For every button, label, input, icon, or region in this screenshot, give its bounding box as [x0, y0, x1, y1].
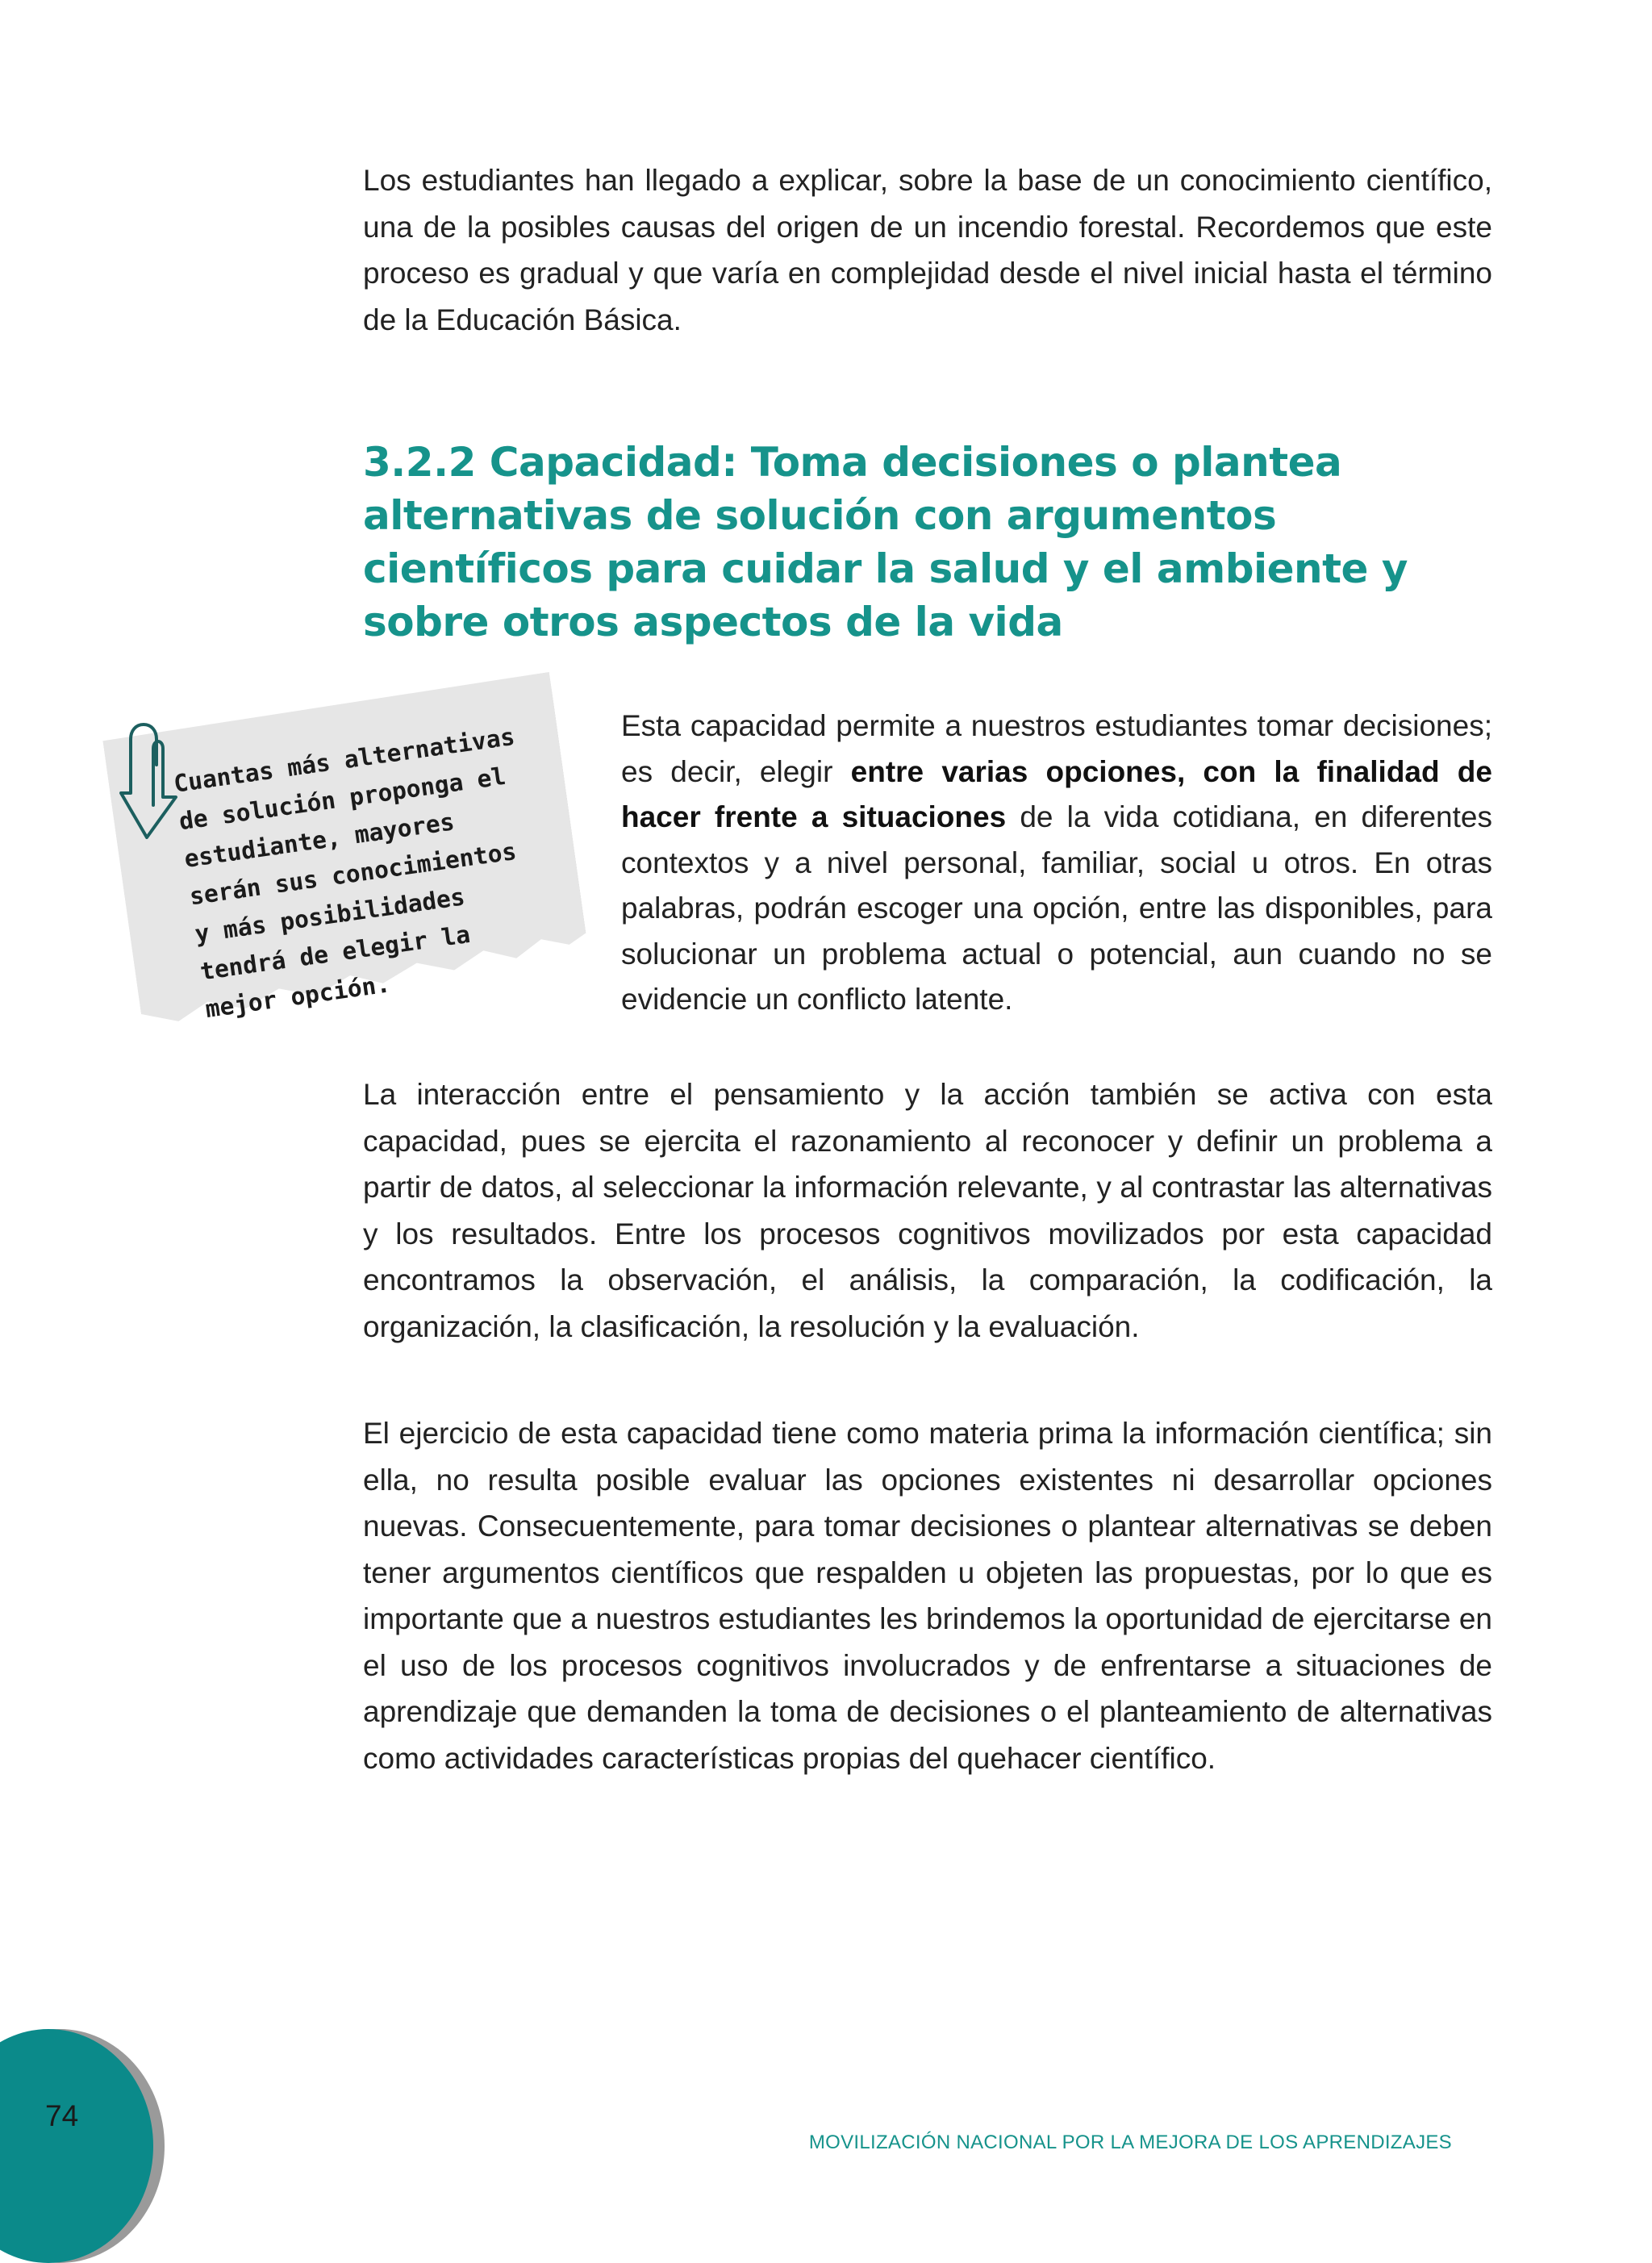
intro-paragraph: Los estudiantes han llegado a explicar, sobre la base de un conocimiento científico, una de la posibles causas del origen de un incendio forestal. Recordemos que este proceso es gradual y que varía en complejidad desde el nivel inicial hasta el término de la Educación Básica.	[363, 164, 1492, 336]
paperclip-icon	[119, 716, 208, 854]
capacity-paragraph-part2: de la vida cotidiana, en diferentes contextos y a nivel personal, familiar, social u otros. En otras palabras, podrán escoger una opción, entre las disponibles, para solucionar un problema actual o potencial, aun cuando no se evidencie un conflicto latente.	[621, 800, 1492, 1016]
exercise-paragraph: El ejercicio de esta capacidad tiene como materia prima la información científica; sin ella, no resulta posible evaluar las opciones existentes ni desarrollar opciones nuevas. Consecuentemente, para tomar decisiones o plantear alternativas se deben tener argumentos científicos que respalden u objeten las propuestas, por lo que es importante que a nuestros estudiantes les brindemos la oportunidad de ejercitarse en el uso de los procesos cognitivos involucrados y de enfrentarse a situaciones de aprendizaje que demanden la toma de decisiones o el planteamiento de alternativas como actividades características propias del quehacer científico.	[363, 1417, 1492, 1775]
footer-text: MOVILIZACIÓN NACIONAL POR LA MEJORA DE LOS APRENDIZAJES	[808, 2131, 1452, 2153]
page-number: 74	[45, 2099, 79, 2132]
section-heading: 3.2.2 Capacidad: Toma decisiones o plantea alternativas de solución con argumentos científicos para cuidar la salud y el ambiente y sobre otros aspectos de la vida	[363, 439, 1408, 645]
interaction-paragraph: La interacción entre el pensamiento y la acción también se activa con esta capacidad, pues se ejercita el razonamiento al reconocer y definir un problema a partir de datos, al seleccionar la información relevante, y al contrastar las alternativas y los resultados. Entre los procesos cognitivos movilizados por esta capacidad encontramos la observación, el análisis, la comparación, la codificación, la organización, la clasificación, la resolución y la evaluación.	[363, 1078, 1492, 1343]
note-text: Cuantas más alternativas de solución proponga el estudiante, mayores serán sus conocimientos y más posibilidades tendrá de elegir la mejor opción.	[172, 722, 519, 1024]
capacity-paragraph	[621, 704, 1492, 1023]
capacity-paragraph-part1: Esta capacidad permite a nuestros estudiantes tomar decisiones; es decir, elegir	[621, 709, 1492, 788]
page-tab	[0, 2029, 153, 2263]
capacity-paragraph-bold: entre varias opciones, con la finalidad de hacer frente a situaciones	[621, 754, 1492, 833]
